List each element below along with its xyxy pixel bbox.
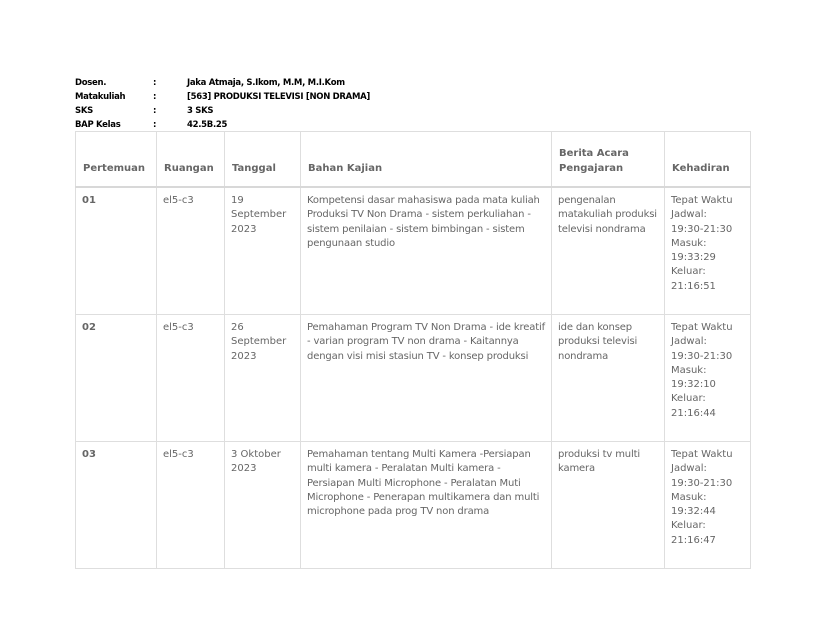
cell-pertemuan: 03 — [76, 442, 157, 569]
kehadiran-keluar-value: 21:16:51 — [671, 280, 716, 292]
cell-kehadiran — [665, 442, 751, 569]
kehadiran-jadwal-label: Jadwal: — [671, 336, 707, 348]
header-colon: : — [153, 92, 157, 102]
col-header-ruangan: Ruangan — [157, 132, 225, 188]
header-label: Matakuliah — [75, 92, 126, 102]
cell-berita-acara: pengenalan matakuliah produksi televisi nondrama — [552, 187, 665, 315]
kehadiran-jadwal-value: 19:30-21:30 — [671, 350, 733, 362]
cell-tanggal: 26 September 2023 — [225, 315, 301, 442]
header-value: 3 SKS — [187, 106, 214, 116]
cell-pertemuan: 01 — [76, 187, 157, 315]
bap-table — [75, 131, 751, 569]
header-colon: : — [153, 78, 157, 88]
kehadiran-masuk-label: Masuk: — [671, 237, 707, 249]
table-row — [76, 315, 751, 442]
header-label: SKS — [75, 106, 93, 116]
cell-berita-acara: produksi tv multi kamera — [552, 442, 665, 569]
col-header-pertemuan: Pertemuan — [76, 132, 157, 188]
cell-bahan-kajian: Pemahaman Program TV Non Drama - ide kreatif - varian program TV non drama - Kaitannya dengan visi misi stasiun TV - konsep produksi — [301, 315, 552, 442]
cell-pertemuan: 02 — [76, 315, 157, 442]
kehadiran-masuk-value: 19:33:29 — [671, 252, 716, 264]
kehadiran-jadwal-label: Jadwal: — [671, 209, 707, 221]
cell-bahan-kajian: Pemahaman tentang Multi Kamera -Persiapan multi kamera - Peralatan Multi kamera - Persiapan Multi Microphone - Peralatan Muti Microphone - Penerapan multikamera dan multi microphone pada prog TV non drama — [301, 442, 552, 569]
kehadiran-keluar-value: 21:16:44 — [671, 407, 716, 419]
kehadiran-keluar-label: Keluar: — [671, 266, 706, 278]
kehadiran-masuk-label: Masuk: — [671, 364, 707, 376]
header-label: Dosen. — [75, 78, 107, 88]
table-row — [76, 187, 751, 315]
kehadiran-keluar-label: Keluar: — [671, 520, 706, 532]
header-label: BAP Kelas — [75, 120, 121, 130]
kehadiran-masuk-label: Masuk: — [671, 491, 707, 503]
col-header-bahan-kajian: Bahan Kajian — [301, 132, 552, 188]
header-value: Jaka Atmaja, S.Ikom, M.M, M.I.Kom — [187, 78, 345, 88]
kehadiran-status: Tepat Waktu — [671, 449, 733, 460]
kehadiran-jadwal-label: Jadwal: — [671, 463, 707, 475]
kehadiran-masuk-value: 19:32:44 — [671, 506, 716, 518]
cell-kehadiran — [665, 315, 751, 442]
cell-berita-acara: ide dan konsep produksi televisi nondrama — [552, 315, 665, 442]
header-colon: : — [153, 120, 157, 130]
table-row — [76, 442, 751, 569]
cell-kehadiran — [665, 187, 751, 315]
kehadiran-keluar-label: Keluar: — [671, 393, 706, 405]
header-colon: : — [153, 106, 157, 116]
cell-ruangan: el5-c3 — [157, 315, 225, 442]
cell-ruangan: el5-c3 — [157, 442, 225, 569]
kehadiran-masuk-value: 19:32:10 — [671, 379, 716, 391]
cell-tanggal: 3 Oktober 2023 — [225, 442, 301, 569]
kehadiran-jadwal-value: 19:30-21:30 — [671, 477, 733, 489]
col-header-kehadiran: Kehadiran — [665, 132, 751, 188]
header-value: [563] PRODUKSI TELEVISI [NON DRAMA] — [187, 92, 370, 102]
header-value: 42.5B.25 — [187, 120, 228, 130]
col-header-tanggal: Tanggal — [225, 132, 301, 188]
kehadiran-status: Tepat Waktu — [671, 195, 733, 206]
table-header-row — [76, 132, 751, 188]
kehadiran-keluar-value: 21:16:47 — [671, 534, 716, 546]
cell-bahan-kajian: Kompetensi dasar mahasiswa pada mata kuliah Produksi TV Non Drama - sistem perkuliahan - sistem penilaian - sistem bimbingan - sistem pengunaan studio — [301, 187, 552, 315]
cell-tanggal: 19 September 2023 — [225, 187, 301, 315]
cell-ruangan: el5-c3 — [157, 187, 225, 315]
kehadiran-jadwal-value: 19:30-21:30 — [671, 223, 733, 235]
col-header-berita-acara: Berita Acara Pengajaran — [552, 132, 665, 188]
kehadiran-status: Tepat Waktu — [671, 322, 733, 333]
